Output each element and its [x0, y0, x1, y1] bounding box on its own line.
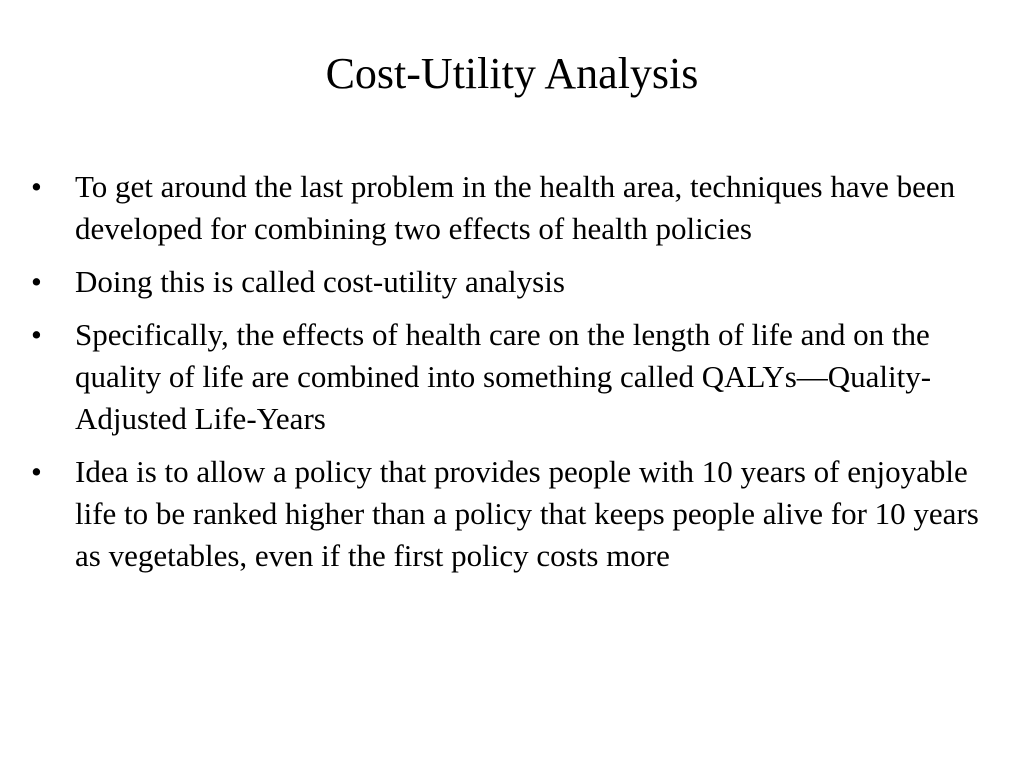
slide-title: Cost-Utility Analysis [325, 49, 699, 98]
bullet-text: Doing this is called cost-utility analysis [75, 264, 565, 299]
bullet-text: Specifically, the effects of health care on the length of life and on the quality of life are combined into something called QALYs—Quality-Adjusted Life-Years [75, 317, 932, 436]
bullet-text: To get around the last problem in the health area, techniques have been developed for combining two effects of health policies [75, 169, 956, 246]
bullet-item-3 [28, 314, 998, 440]
bullet-marker: • [31, 317, 42, 352]
bullet-item-2 [28, 261, 998, 303]
bullet-list [28, 166, 998, 588]
bullet-marker: • [31, 454, 42, 489]
bullet-marker: • [31, 264, 42, 299]
bullet-item-1 [28, 166, 998, 250]
bullet-item-4 [28, 451, 998, 577]
bullet-text: Idea is to allow a policy that provides people with 10 years of enjoyable life to be ranked higher than a policy that keeps people alive for 10 years as vegetables, even if the first policy costs more [75, 454, 979, 573]
bullet-marker: • [31, 169, 42, 204]
